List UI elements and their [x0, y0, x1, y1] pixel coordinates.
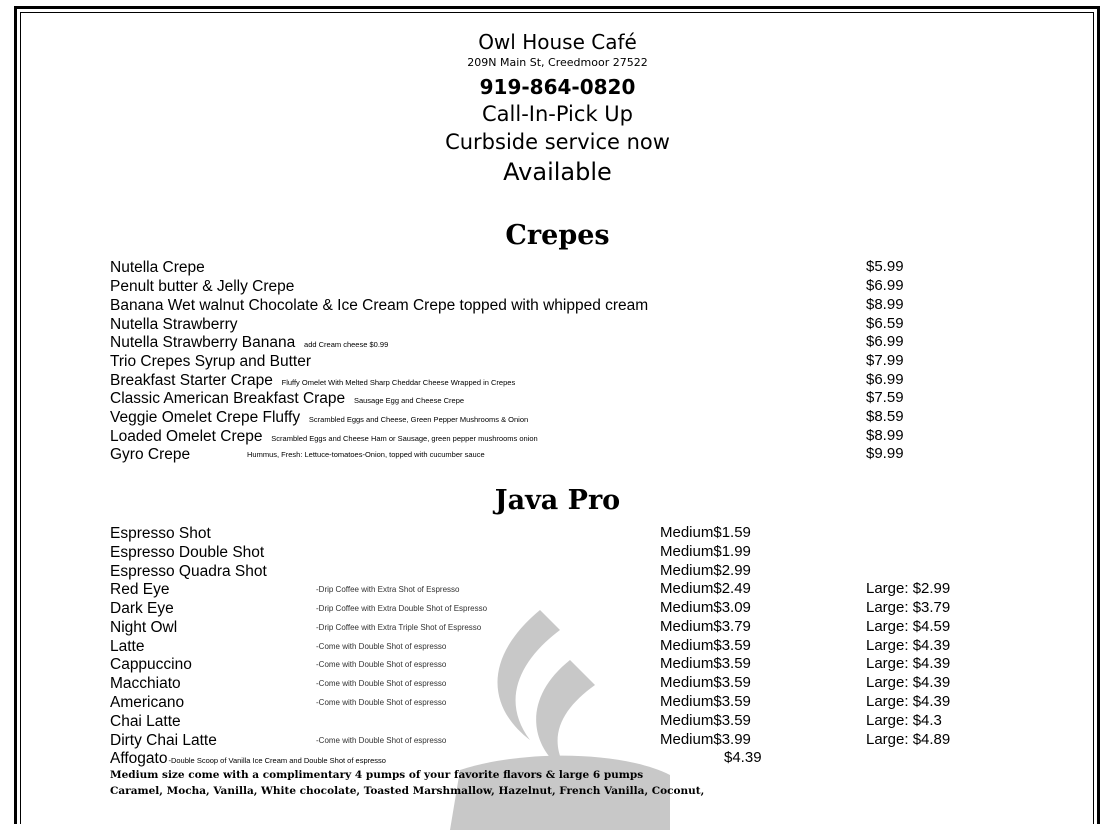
large-price: Large: $4.39: [866, 674, 951, 691]
large-price: Large: $4.89: [866, 731, 951, 748]
item-name: Nutella Strawberry: [110, 316, 238, 333]
menu-item-row: [110, 618, 650, 637]
menu-item-row: [110, 445, 710, 464]
menu-item-row: [110, 315, 238, 334]
item-price: $8.99: [866, 296, 904, 313]
item-name: Dirty Chai Latte: [110, 732, 217, 749]
medium-price: Medium$3.59: [660, 655, 751, 672]
curbside-service-text: Curbside service now: [445, 130, 670, 154]
medium-price: Medium$1.99: [660, 543, 751, 560]
item-price: $7.59: [866, 389, 904, 406]
large-price: Large: $4.3: [866, 712, 942, 729]
menu-item-row: [110, 562, 650, 581]
item-name: Americano: [110, 694, 185, 711]
item-name: Dark Eye: [110, 600, 174, 617]
item-name: Cappuccino: [110, 656, 192, 673]
item-note: Sausage Egg and Cheese Crepe: [353, 396, 465, 405]
medium-price: Medium$1.59: [660, 524, 751, 541]
item-name: Veggie Omelet Crepe Fluffy: [110, 409, 301, 426]
cafe-name: Owl House Café: [478, 30, 637, 54]
menu-item-row: [110, 580, 650, 599]
item-name: Red Eye: [110, 581, 170, 598]
cafe-phone: 919-864-0820: [479, 75, 636, 99]
menu-item-row: [110, 258, 205, 277]
item-note: Scrambled Eggs and Cheese, Green Pepper Mushrooms & Onion: [308, 415, 529, 424]
item-name: Espresso Quadra Shot: [110, 563, 267, 580]
medium-price: Medium$3.59: [660, 637, 751, 654]
menu-item-row: [110, 637, 650, 656]
item-note: -Come with Double Shot of espresso: [316, 698, 447, 707]
large-price: Large: $4.39: [866, 693, 951, 710]
footer-note-sizes: Medium size come with a complimentary 4 pumps of your favorite flavors & large 6 pumps: [110, 769, 644, 781]
item-price: $7.99: [866, 352, 904, 369]
menu-item-row: [110, 693, 650, 712]
item-name: Gyro Crepe: [110, 446, 191, 463]
large-price: Large: $2.99: [866, 580, 951, 597]
menu-item-row: [110, 712, 650, 731]
item-price: $8.59: [866, 408, 904, 425]
medium-price: Medium$3.09: [660, 599, 751, 616]
item-name: Banana Wet walnut Chocolate & Ice Cream Crepe topped with whipped cream: [110, 297, 649, 314]
crepes-heading: Crepes: [505, 220, 610, 251]
menu-item-row: [110, 524, 650, 543]
item-price: $6.99: [866, 333, 904, 350]
footer-note-flavors: Caramel, Mocha, Vanilla, White chocolate, Toasted Marshmallow, Hazelnut, French Vanilla, Coconut,: [110, 785, 705, 797]
item-note: Scrambled Eggs and Cheese Ham or Sausage, green pepper mushrooms onion: [271, 434, 538, 443]
menu-item-row: [110, 674, 650, 693]
item-note: -Come with Double Shot of espresso: [316, 736, 447, 745]
available-text: Available: [503, 158, 612, 186]
item-note: -Double Scoop of Vanilla Ice Cream and Double Shot of espresso: [168, 756, 386, 765]
item-note: Fluffy Omelet With Melted Sharp Cheddar Cheese Wrapped in Crepes: [281, 378, 516, 387]
item-price: $6.99: [866, 277, 904, 294]
menu-item-row: [110, 333, 388, 352]
item-note: Hummus, Fresh: Lettuce-tomatoes-Onion, topped with cucumber sauce: [247, 450, 485, 459]
cafe-address: 209N Main St, Creedmoor 27522: [467, 56, 648, 69]
item-name: Espresso Double Shot: [110, 544, 265, 561]
item-note: add Cream cheese $0.99: [304, 340, 389, 349]
item-note: -Come with Double Shot of espresso: [316, 642, 447, 651]
menu-item-row: [110, 427, 538, 446]
item-name: Affogato: [110, 750, 168, 767]
item-note: -Drip Coffee with Extra Shot of Espresso: [316, 585, 460, 594]
item-price: $6.59: [866, 315, 904, 332]
item-price: $9.99: [866, 445, 904, 462]
item-price: $8.99: [866, 427, 904, 444]
item-name: Classic American Breakfast Crape: [110, 390, 346, 407]
java-pro-heading: Java Pro: [494, 485, 621, 516]
item-price: $5.99: [866, 258, 904, 275]
medium-price: Medium$2.49: [660, 580, 751, 597]
item-price: $6.99: [866, 371, 904, 388]
item-note: -Drip Coffee with Extra Double Shot of Espresso: [316, 604, 488, 613]
menu-item-row: [110, 296, 648, 315]
menu-item-row: [110, 599, 650, 618]
item-name: Penult butter & Jelly Crepe: [110, 278, 295, 295]
large-price: Large: $4.39: [866, 655, 951, 672]
call-in-pickup-text: Call-In-Pick Up: [482, 102, 633, 126]
menu-item-row: [110, 352, 311, 371]
menu-item-row: [110, 371, 515, 390]
menu-item-row: [110, 731, 650, 750]
item-note: -Come with Double Shot of espresso: [316, 679, 447, 688]
medium-price: Medium$3.59: [660, 693, 751, 710]
medium-price: Medium$3.79: [660, 618, 751, 635]
item-note: -Come with Double Shot of espresso: [316, 660, 447, 669]
item-name: Nutella Crepe: [110, 259, 205, 276]
item-note: -Drip Coffee with Extra Triple Shot of Espresso: [316, 623, 482, 632]
menu-item-row: [110, 543, 650, 562]
item-name: Espresso Shot: [110, 525, 211, 542]
medium-price: Medium$3.99: [660, 731, 751, 748]
item-name: Latte: [110, 638, 145, 655]
menu-item-row: [110, 408, 528, 427]
item-name: Macchiato: [110, 675, 181, 692]
item-name: Loaded Omelet Crepe: [110, 428, 263, 445]
item-name: Breakfast Starter Crape: [110, 372, 273, 389]
medium-price: Medium$3.59: [660, 674, 751, 691]
item-price: $4.39: [724, 749, 762, 766]
large-price: Large: $4.59: [866, 618, 951, 635]
menu-item-row: [110, 655, 650, 674]
menu-item-row: [110, 277, 294, 296]
menu-item-row: [110, 749, 650, 768]
medium-price: Medium$2.99: [660, 562, 751, 579]
item-name: Trio Crepes Syrup and Butter: [110, 353, 312, 370]
item-name: Night Owl: [110, 619, 178, 636]
item-name: Chai Latte: [110, 713, 181, 730]
large-price: Large: $4.39: [866, 637, 951, 654]
large-price: Large: $3.79: [866, 599, 951, 616]
medium-price: Medium$3.59: [660, 712, 751, 729]
item-name: Nutella Strawberry Banana: [110, 334, 296, 351]
menu-item-row: [110, 389, 464, 408]
